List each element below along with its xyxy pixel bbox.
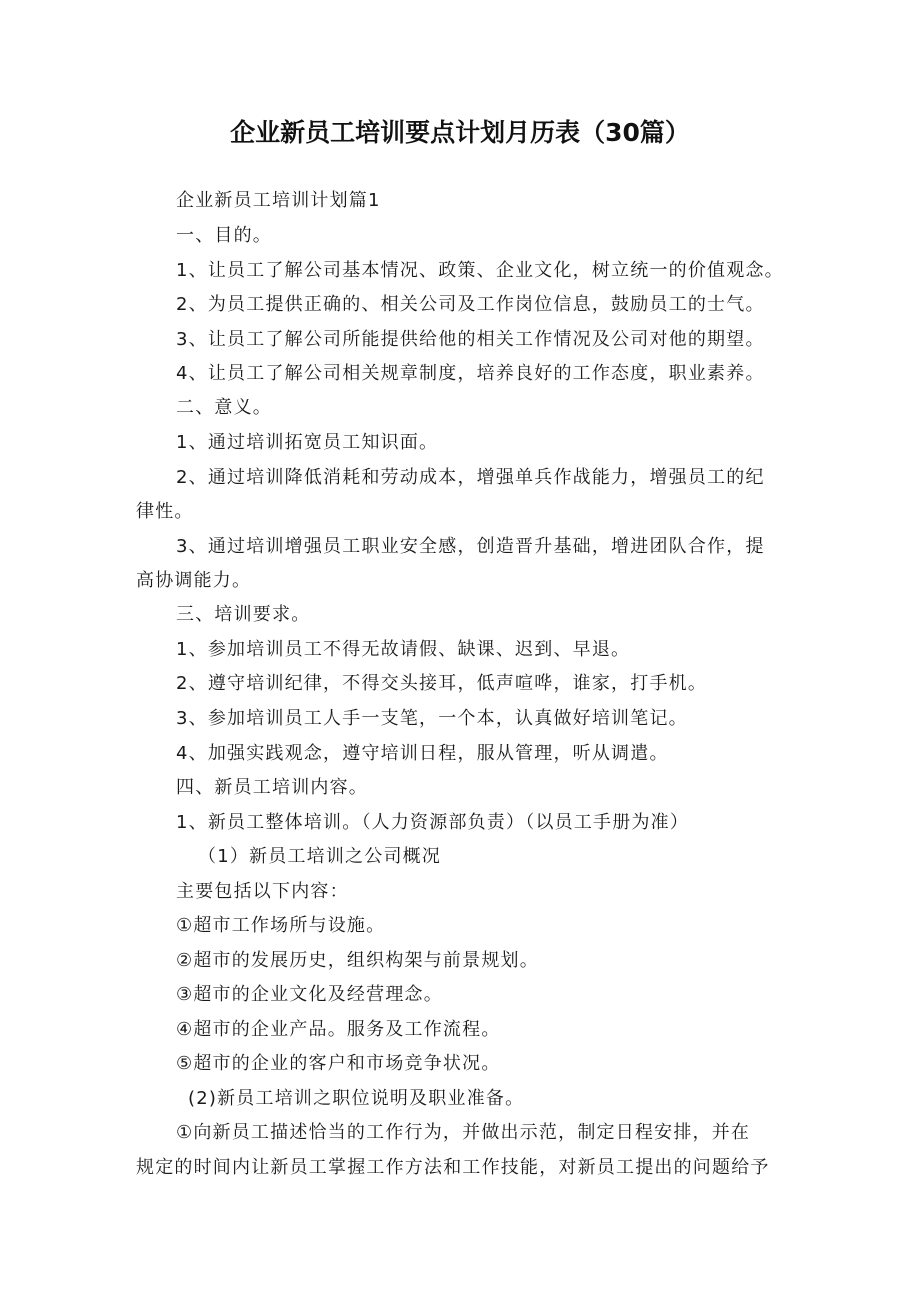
- paragraph-line-continued: 律性。: [136, 501, 194, 522]
- paragraph-line: 主要包括以下内容：: [176, 881, 349, 902]
- paragraph-line: 2、为员工提供正确的、相关公司及工作岗位信息，鼓励员工的士气。: [176, 294, 765, 315]
- heading-significance: 二、意义。: [176, 397, 272, 418]
- paragraph-line-continued: 规定的时间内让新员工掌握工作方法和工作技能，对新员工提出的问题给予: [136, 1157, 770, 1178]
- list-item: ⑤超市的企业的客户和市场竞争状况。: [176, 1053, 501, 1074]
- heading-requirements: 三、培训要求。: [176, 604, 311, 625]
- paragraph-line: 3、参加培训员工人手一支笔，一个本，认真做好培训笔记。: [176, 708, 688, 729]
- section-subtitle: 企业新员工培训计划篇1: [176, 190, 381, 211]
- paragraph-line: 1、通过培训拓宽员工知识面。: [176, 432, 439, 453]
- list-item: ①超市工作场所与设施。: [176, 915, 386, 936]
- paragraph-line: 2、通过培训降低消耗和劳动成本，增强单兵作战能力，增强员工的纪: [176, 467, 765, 488]
- paragraph-line: 2、遵守培训纪律，不得交头接耳，低声喧哗，谁家，打手机。: [176, 673, 708, 694]
- paragraph-line-continued: 高协调能力。: [136, 570, 252, 591]
- paragraph-line: ①向新员工描述恰当的工作行为，并做出示范，制定日程安排，并在: [176, 1122, 751, 1143]
- paragraph-line: 4、让员工了解公司相关规章制度，培养良好的工作态度，职业素养。: [176, 363, 765, 384]
- paragraph-line: 4、加强实践观念，遵守培训日程，服从管理，听从调遣。: [176, 743, 669, 764]
- subheading-company-overview: （1）新员工培训之公司概况: [198, 846, 442, 867]
- list-item: ②超市的发展历史，组织构架与前景规划。: [176, 950, 539, 971]
- paragraph-line: 1、让员工了解公司基本情况、政策、企业文化，树立统一的价值观念。: [176, 260, 784, 281]
- paragraph-line: 3、通过培训增强员工职业安全感，创造晋升基础，增进团队合作，提: [176, 536, 765, 557]
- heading-content: 四、新员工培训内容。: [176, 777, 368, 798]
- subheading-job-description: (2)新员工培训之职位说明及职业准备。: [188, 1088, 525, 1109]
- paragraph-line: 1、新员工整体培训。（人力资源部负责）（以员工手册为准）: [176, 812, 690, 833]
- list-item: ③超市的企业文化及经营理念。: [176, 984, 443, 1005]
- document-title: 企业新员工培训要点计划月历表（30篇）: [230, 118, 690, 147]
- list-item: ④超市的企业产品。服务及工作流程。: [176, 1019, 501, 1040]
- paragraph-line: 3、让员工了解公司所能提供给他的相关工作情况及公司对他的期望。: [176, 329, 765, 350]
- paragraph-line: 1、参加培训员工不得无故请假、缺课、迟到、早退。: [176, 639, 631, 660]
- heading-purpose: 一、目的。: [176, 225, 272, 246]
